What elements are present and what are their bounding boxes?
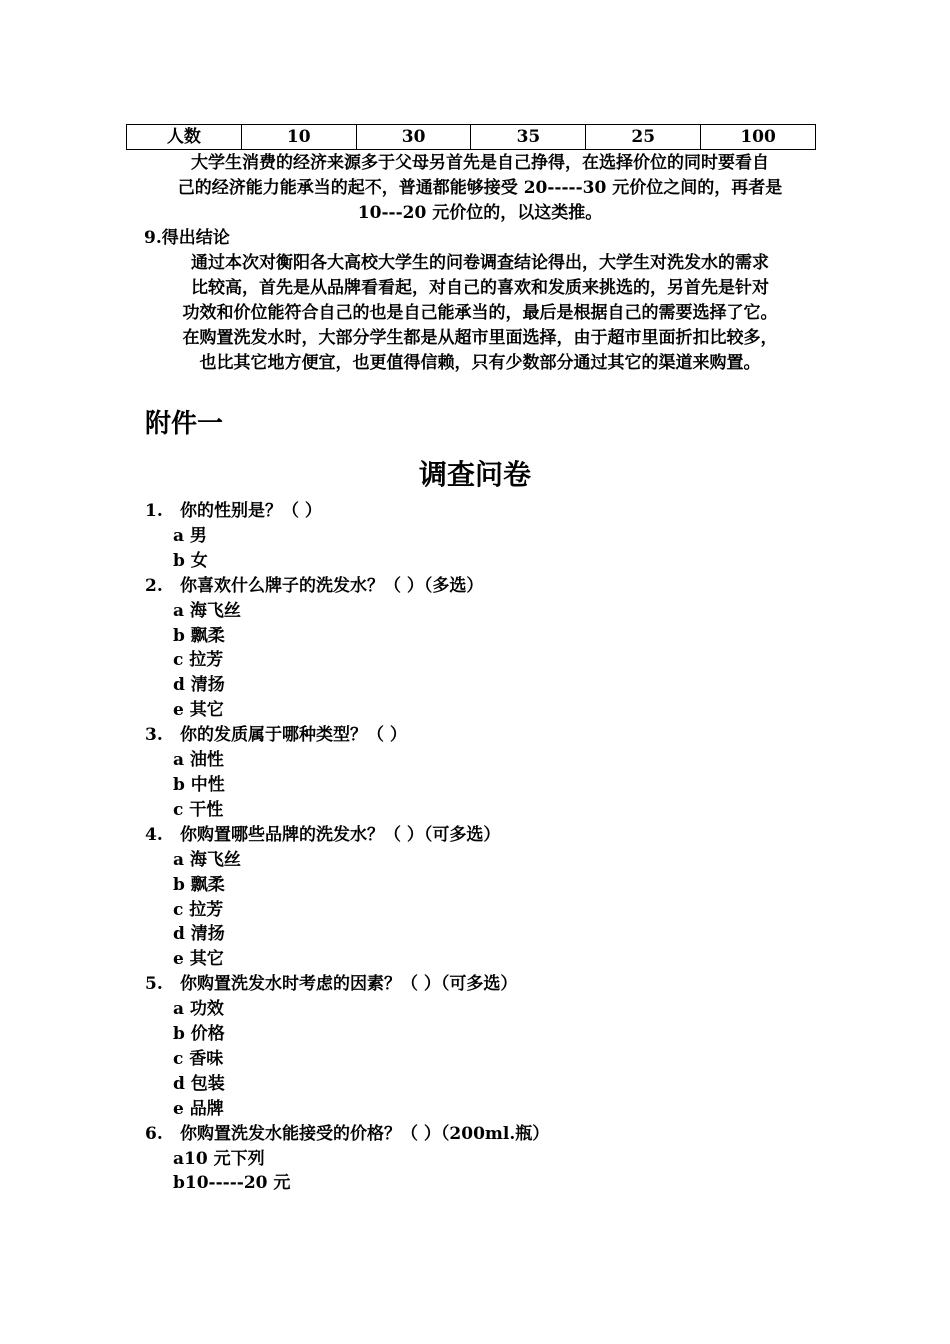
question-number: 4. xyxy=(145,824,163,845)
question-3 xyxy=(145,723,845,748)
option-item: d 包装 xyxy=(173,1073,225,1094)
option-item: b 女 xyxy=(173,550,208,571)
question-text: 你购置哪些品牌的洗发水？（ ）（可多选） xyxy=(180,824,501,845)
text-line: 通过本次对衡阳各大高校大学生的问卷调查结论得出，大学生对洗发水的需求 xyxy=(191,253,769,273)
option-item: c 香味 xyxy=(173,1048,224,1069)
table-row xyxy=(127,125,816,150)
option-item: b 飘柔 xyxy=(173,874,225,895)
question-1 xyxy=(145,499,845,524)
survey-title: 调查问卷 xyxy=(418,458,531,491)
question-number: 1. xyxy=(145,501,163,521)
text-line: 功效和价位能符合自己的也是自己能承当的，最后是根据自己的需要选择了它。 xyxy=(182,303,778,323)
table-cell: 人数 xyxy=(127,125,242,150)
conclusion-heading: 9.得出结论 xyxy=(144,228,230,248)
option-item: b 价格 xyxy=(173,1024,225,1045)
option-item: c 干性 xyxy=(173,799,224,820)
option-item: a 海飞丝 xyxy=(173,600,241,621)
option-item: b 中性 xyxy=(173,774,225,795)
question-text: 你的性别是？（ ） xyxy=(180,501,322,521)
stats-table xyxy=(126,124,816,150)
option-item: a 男 xyxy=(173,525,207,546)
option-item: e 其它 xyxy=(173,949,224,970)
table-cell: 30 xyxy=(356,125,471,150)
option-item: e 品牌 xyxy=(173,1098,224,1119)
table-cell: 35 xyxy=(471,125,586,150)
question-number: 5. xyxy=(145,974,163,995)
text-line: 10---20 元价位的，以这类推。 xyxy=(357,203,603,223)
question-2 xyxy=(145,574,845,599)
question-text: 你的发质属于哪种类型？（ ） xyxy=(180,725,407,746)
option-item: c 拉芳 xyxy=(173,650,224,671)
question-list xyxy=(145,499,845,1196)
option-item: b10-----20 元 xyxy=(173,1173,291,1194)
question-text: 你喜欢什么牌子的洗发水？（ ）（多选） xyxy=(180,575,484,596)
question-number: 3. xyxy=(145,725,163,746)
option-item: b 飘柔 xyxy=(173,625,225,646)
annex-title: 附件一 xyxy=(145,409,224,439)
option-item: a 功效 xyxy=(173,999,224,1020)
option-item: d 清扬 xyxy=(173,924,225,945)
question-6 xyxy=(145,1122,845,1147)
question-number: 6. xyxy=(145,1123,163,1144)
option-item: a 海飞丝 xyxy=(173,849,241,870)
table-cell: 25 xyxy=(586,125,701,150)
question-text: 你购置洗发水时考虑的因素？（ ）（可多选） xyxy=(180,974,518,995)
question-4 xyxy=(145,823,845,848)
option-item: a10 元下列 xyxy=(173,1148,265,1169)
analysis-paragraph xyxy=(140,151,820,226)
text-line: 大学生消费的经济来源多于父母另首先是自己挣得，在选择价位的同时要看自 xyxy=(191,153,769,173)
option-item: a 油性 xyxy=(173,750,224,771)
table-cell: 100 xyxy=(701,125,816,150)
text-line: 己的经济能力能承当的起不，普通都能够接受 20-----30 元价位之间的，再者是 xyxy=(177,178,783,198)
question-5 xyxy=(145,972,845,997)
question-text: 你购置洗发水能接受的价格？（ ）（200ml.瓶） xyxy=(180,1123,550,1144)
text-line: 在购置洗发水时，大部分学生都是从超市里面选择，由于超市里面折扣比较多， xyxy=(182,328,778,348)
option-item: d 清扬 xyxy=(173,675,225,696)
text-line: 也比其它地方便宜，也更值得信赖，只有少数部分通过其它的渠道来购置。 xyxy=(199,353,761,373)
table-cell: 10 xyxy=(241,125,356,150)
conclusion-paragraph xyxy=(140,251,820,376)
option-item: c 拉芳 xyxy=(173,899,224,920)
option-item: e 其它 xyxy=(173,700,224,721)
question-number: 2. xyxy=(145,575,163,596)
text-line: 比较高，首先是从品牌看看起，对自己的喜欢和发质来挑选的，另首先是针对 xyxy=(191,278,769,298)
